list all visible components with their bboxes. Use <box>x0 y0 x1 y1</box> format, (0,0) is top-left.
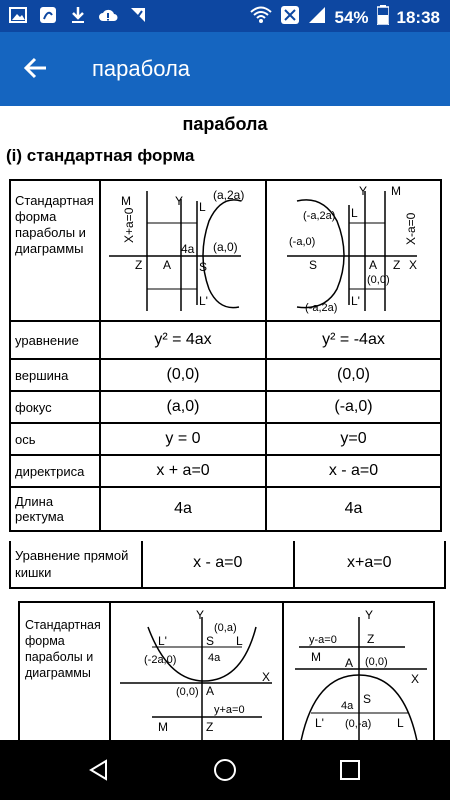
app-bar <box>0 32 450 106</box>
d4-latus: 4a <box>341 700 354 712</box>
d3-L-prime: L' <box>158 634 167 648</box>
d1-A: A <box>163 258 172 272</box>
d2-Z: Z <box>393 258 401 272</box>
parabola-table-horizontal <box>9 179 442 532</box>
d4-A: A <box>345 656 354 670</box>
row-value-right: y = 0 <box>100 423 266 455</box>
d3-Z: Z <box>206 720 214 734</box>
row-value-left: x - a=0 <box>266 455 441 487</box>
row-value-right: (a,0) <box>100 391 266 423</box>
d2-point-top: (-a,2a) <box>303 210 336 222</box>
d2-focus: (-a,0) <box>289 236 316 248</box>
d3-focus: (0,a) <box>214 622 237 634</box>
table-row <box>10 423 441 455</box>
d4-L: L <box>397 716 404 730</box>
arrow-left-icon[interactable] <box>18 50 54 86</box>
d4-directrix: y-a=0 <box>309 634 337 646</box>
d3-L: L <box>236 634 243 648</box>
d1-directrix: X+a=0 <box>122 207 136 243</box>
cloud-icon <box>98 6 118 24</box>
row-label: уравнение <box>10 321 100 359</box>
recents-square-icon[interactable] <box>338 758 362 782</box>
d2-A: A <box>369 258 378 272</box>
d4-X: X <box>411 672 420 686</box>
table-row <box>10 359 441 391</box>
document-title: парабола <box>182 114 268 134</box>
parabola-table-vertical <box>18 601 435 740</box>
d4-Z: Z <box>367 632 375 646</box>
row-value-left: (-a,0) <box>266 391 441 423</box>
d4-M: M <box>311 650 321 664</box>
status-right <box>250 5 440 30</box>
d2-origin: (0,0) <box>367 274 390 286</box>
app-title: парабола <box>92 56 191 81</box>
d2-directrix: X-a=0 <box>404 212 418 245</box>
status-bar <box>0 0 450 32</box>
download-icon <box>68 6 88 24</box>
mute-icon <box>280 5 300 30</box>
d1-L: L <box>199 200 206 214</box>
wifi-icon <box>250 6 272 29</box>
notification-icons <box>8 6 148 24</box>
row-value-left: (0,0) <box>266 359 441 391</box>
d3-M: M <box>158 720 168 734</box>
d3-X: X <box>262 670 271 684</box>
d1-S: S <box>199 260 208 274</box>
row-label: ось <box>10 423 100 455</box>
row-value-right: (0,0) <box>100 359 266 391</box>
table-row <box>10 321 441 359</box>
d4-focus: (0,-a) <box>345 718 372 730</box>
row-value-right: x + a=0 <box>100 455 266 487</box>
d1-focus: (a,0) <box>213 240 238 254</box>
parabola-right-svg <box>101 181 265 315</box>
table-row <box>10 487 441 531</box>
row-value-right: y² = 4ax <box>100 321 266 359</box>
d3-Y: Y <box>196 608 205 622</box>
row-label: вершина <box>10 359 100 391</box>
d2-L: L <box>351 206 358 220</box>
home-circle-icon[interactable] <box>213 758 237 782</box>
d2-M: M <box>391 184 401 198</box>
d4-Y: Y <box>365 608 374 622</box>
column-divider <box>109 603 111 740</box>
row-value-right: x - a=0 <box>143 541 295 587</box>
row-value-right: 4a <box>100 487 266 531</box>
d3-origin: (0,0) <box>176 686 199 698</box>
image-icon <box>8 6 28 24</box>
column-divider <box>282 603 284 740</box>
battery-percent: 54% <box>334 7 369 27</box>
d3-S: S <box>206 634 215 648</box>
d2-X: X <box>409 258 418 272</box>
row-value-left: y=0 <box>266 423 441 455</box>
d4-origin: (0,0) <box>365 656 388 668</box>
diagram-row-label: Стандартная форма параболы и диаграммы <box>25 618 101 680</box>
d1-M: M <box>121 194 131 208</box>
parabola-left-svg <box>267 181 431 315</box>
navigation-bar <box>0 740 450 800</box>
parabola-down-svg <box>285 603 433 740</box>
table-row <box>10 455 441 487</box>
document-view[interactable] <box>0 106 450 740</box>
row-value-left: y² = -4ax <box>266 321 441 359</box>
diagram-row <box>10 180 441 321</box>
d1-L-prime: L' <box>199 294 208 308</box>
back-triangle-icon[interactable] <box>87 758 111 782</box>
app-icon <box>38 6 58 24</box>
row-value-left: 4a <box>266 487 441 531</box>
battery-icon <box>377 5 389 30</box>
row-label: Длина ректума <box>10 487 100 531</box>
clock: 18:38 <box>396 7 440 27</box>
parabola-up-svg <box>112 603 282 740</box>
diagram-left-opening <box>266 180 441 321</box>
d1-Z: Z <box>135 258 143 272</box>
d4-S: S <box>363 692 372 706</box>
section-subtitle: (i) стандартная форма <box>6 146 195 165</box>
row-value-left: x+a=0 <box>347 554 392 571</box>
d3-A: A <box>206 684 215 698</box>
d2-L-prime: L' <box>351 294 360 308</box>
d2-S: S <box>309 258 318 272</box>
diagram-row-label: Стандартная форма параболы и диаграммы <box>10 180 100 321</box>
signal-icon <box>308 6 326 29</box>
row-label: фокус <box>10 391 100 423</box>
row-label: Уравнение прямой кишки <box>11 541 143 587</box>
d2-point-bottom: (-a,2a) <box>305 302 338 314</box>
d1-latus: 4a <box>181 242 195 256</box>
table-row <box>10 391 441 423</box>
row-label: директриса <box>10 455 100 487</box>
d1-Y: Y <box>175 194 184 208</box>
d3-point-left: (-2a,0) <box>144 654 177 666</box>
table-row-directrix-equation <box>9 541 446 589</box>
check-icon <box>128 6 148 24</box>
d3-directrix: y+a=0 <box>214 704 245 716</box>
diagram-right-opening <box>100 180 266 321</box>
d4-L-prime: L' <box>315 716 324 730</box>
d1-point-top: (a,2a) <box>213 188 245 202</box>
d3-latus: 4a <box>208 652 221 664</box>
d2-Y: Y <box>359 184 368 198</box>
